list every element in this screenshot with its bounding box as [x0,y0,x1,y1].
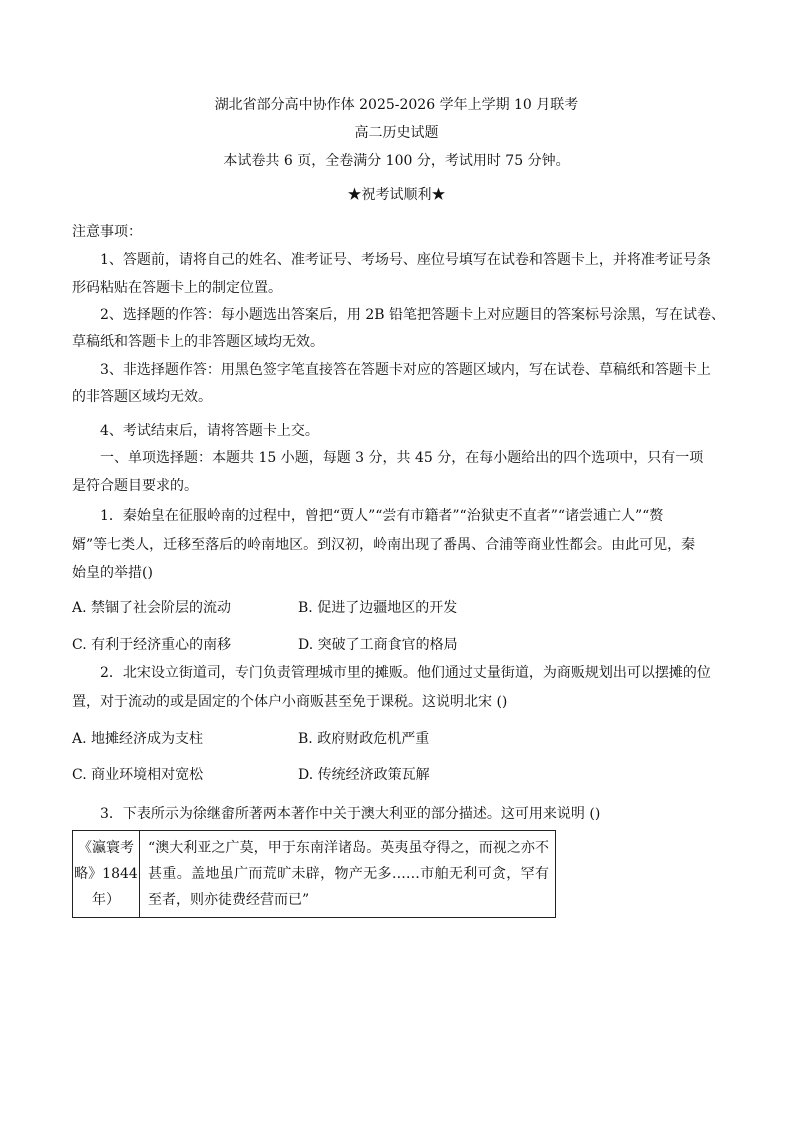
q2-option-b: B. 政府财政危机严重 [298,731,430,747]
q2-stem-line-2: 置，对于流动的或是固定的个体户小商贩甚至免于课税。这说明北宋 () [72,694,508,710]
notes-heading: 注意事项： [72,224,142,240]
q3-source-cell [73,831,140,918]
exam-wish: ★祝考试顺利★ [347,187,446,203]
q2-option-a: A. 地摊经济成为支柱 [72,731,204,747]
q3-stem: 3．下表所示为徐继畬所著两本著作中关于澳大利亚的部分描述。这可用来说明 () [100,806,601,822]
q3-quote-cell [140,831,556,918]
q1-stem-line-3: 始皇的举措() [72,565,153,581]
note-1-line-2: 形码粘贴在答题卡上的制定位置。 [72,280,282,296]
q1-option-d: D. 突破了工商食官的格局 [298,637,458,653]
note-3-line-1: 3、非选择题作答：用黑色签字笔直接答在答题卡对应的答题区域内，写在试卷、草稿纸和答题卡上 [100,362,711,378]
table-row [73,831,556,918]
q2-stem-line-1: 2．北宋设立街道司，专门负责管理城市里的摊贩。他们通过丈量街道，为商贩规划出可以摆摊的位 [100,665,711,681]
q2-option-c: C. 商业环境相对宽松 [72,767,204,783]
q1-option-b: B. 促进了边疆地区的开发 [298,600,458,616]
exam-subtitle: 高二历史试题 [354,125,439,141]
note-2-line-1: 2、选择题的作答：每小题选出答案后，用 2B 铅笔把答题卡上对应题目的答案标号涂黑，写在试卷、 [100,307,726,323]
q3-source-table [72,830,556,918]
q1-stem-line-1: 1．秦始皇在征服岭南的过程中，曾把“贾人”“尝有市籍者”“治狱吏不直者”“诸尝逋亡人”“赘 [100,508,664,524]
section1-line-2: 是符合题目要求的。 [72,478,198,494]
q3-source-text: 《瀛寰考略》1844 年） [74,840,138,908]
q1-option-c: C. 有利于经济重心的南移 [72,637,232,653]
note-3-line-2: 的非答题区域均无效。 [72,389,212,405]
section1-line-1: 一、单项选择题：本题共 15 小题，每题 3 分，共 45 分，在每小题给出的四个选项中，只有一项 [100,450,704,466]
exam-info: 本试卷共 6 页，全卷满分 100 分，考试用时 75 分钟。 [223,153,570,169]
q1-option-a: A. 禁锢了社会阶层的流动 [72,600,232,616]
note-2-line-2: 草稿纸和答题卡上的非答题区域均无效。 [72,334,324,350]
q3-quote-text: “澳大利亚之广莫，甲于东南洋诸岛。英夷虽夺得之，而视之亦不甚重。盖地虽广而荒旷未辟，物产无多……市舶无利可贪，罕有至者，则亦徒费经营而已” [148,840,549,908]
note-4: 4、考试结束后，请将答题卡上交。 [100,423,319,439]
q1-stem-line-2: 婿”等七类人，迁移至落后的岭南地区。到汉初，岭南出现了番禺、合浦等商业性都会。由此可见，秦 [72,537,696,553]
exam-title: 湖北省部分高中协作体 2025-2026 学年上学期 10 月联考 [214,97,579,113]
note-1-line-1: 1、答题前，请将自己的姓名、准考证号、考场号、座位号填写在试卷和答题卡上，并将准考证号条 [100,252,711,268]
q2-option-d: D. 传统经济政策瓦解 [298,767,430,783]
